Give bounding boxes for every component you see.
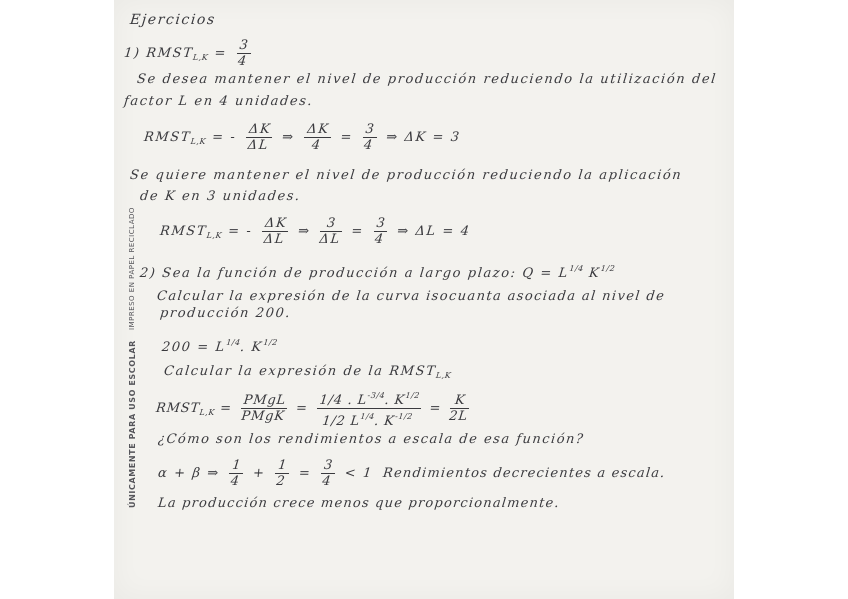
production-function: $Q = L^{1/4}$ $K^{1/2}$	[521, 264, 616, 281]
exercise-2-number: 2)	[139, 266, 158, 281]
fraction-3-4: $\frac{3}{4}$	[237, 38, 251, 69]
exercise-1-header	[122, 38, 256, 69]
rmst-subscript: L,K	[192, 53, 209, 62]
ex2-text-line-3: producción 200.	[159, 306, 292, 321]
returns-conclusion: Rendimientos decrecientes a escala.	[382, 466, 667, 481]
ex2-text-line-2: Calcular la expresión de la curva isocuanta asociada al nivel de	[156, 289, 666, 304]
ex1-text-2-line-1: Se quiere mantener el nivel de producción reduciendo la aplicación	[129, 168, 684, 183]
equals-sign: =	[213, 46, 228, 61]
page-title: Ejercicios	[129, 12, 217, 28]
ex2-text-line-1: 2) Sea la función de producción a largo plazo: $Q = L^{1/4}$ $K^{1/2}$	[139, 264, 616, 281]
delta-l-result: ΔL = 4	[414, 224, 472, 239]
returns-to-scale-question: ¿Cómo son los rendimientos a escala de esa función?	[157, 432, 586, 447]
ex1-equation-1: $RMST_{L,K}$ = - $\frac{\Delta K}{\Delta L}$ ⇒ $\frac{\Delta K}{4}$ = $\frac{3}{4}$ ⇒ ΔK = 3	[143, 122, 462, 153]
school-use-label: ÚNICAMENTE PARA USO ESCOLAR	[128, 340, 137, 508]
recycled-paper-label: IMPRESO EN PAPEL RECICLADO	[128, 207, 136, 330]
ex1-text-1-line-2: factor L en 4 unidades.	[123, 94, 314, 109]
ex1-equation-2: $RMST_{L,K}$ = - $\frac{\Delta K}{\Delta L}$ ⇒ $\frac{3}{\Delta L}$ = $\frac{3}{4}$ ⇒ ΔL = 4	[159, 216, 472, 247]
isoquant-equation: $200 = L^{1/4}$. $K^{1/2}$	[161, 338, 279, 355]
rmst-label: RMST	[145, 46, 195, 61]
final-statement: La producción crece menos que proporcionalmente.	[157, 496, 561, 511]
ex1-text-2-line-2: de K en 3 unidades.	[139, 189, 302, 204]
rmst-equation: $RMST_{L,K}$ = PMgL PMgK = $\frac{1/4 . L^{-3/4}. K^{1/2}}{1/2 L^{1/4}. K^{-1/2}}$ = $\frac{K}{2L}$	[154, 388, 475, 429]
ex1-text-1-line-1: Se desea mantener el nivel de producción reduciendo la utilización del	[136, 72, 718, 87]
delta-k-result: ΔK = 3	[403, 130, 462, 145]
ex2-text-line-4: Calcular la expresión de la $RMST_{L,K}$	[163, 364, 452, 380]
returns-sum-equation: α + β ⇒ $\frac{1}{4}$ + $\frac{1}{2}$ = $\frac{3}{4}$ < 1	[157, 458, 374, 489]
exercise-1-number: 1)	[123, 46, 142, 61]
